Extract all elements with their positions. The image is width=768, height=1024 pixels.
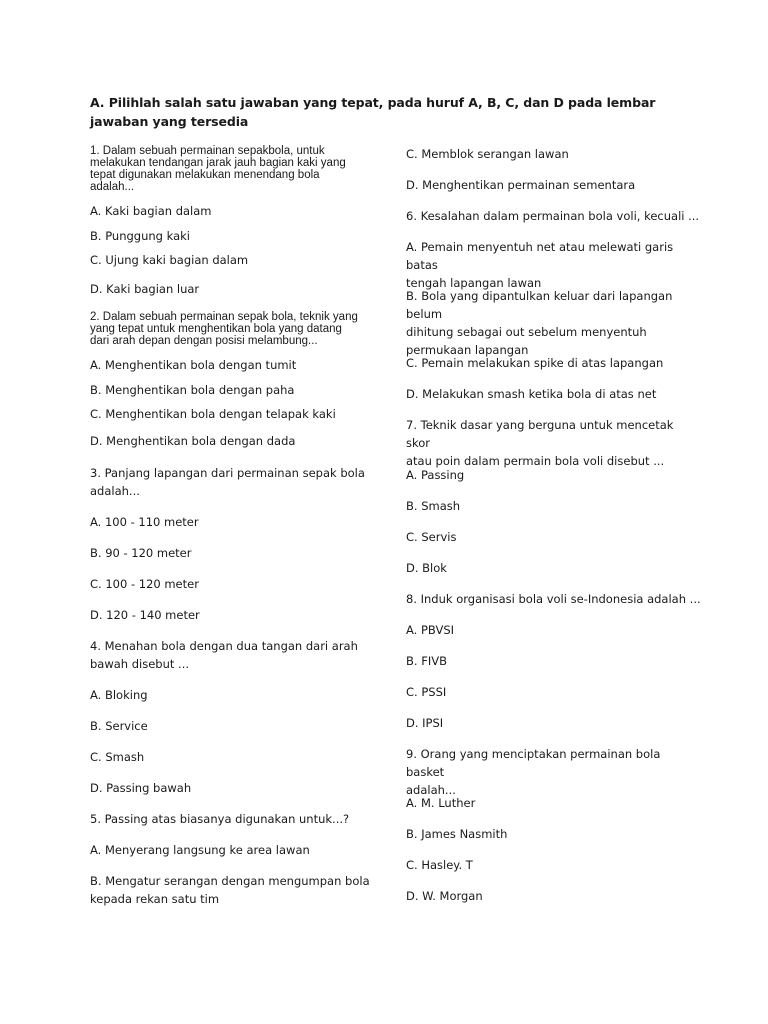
q9-option-a: A. M. Luther bbox=[406, 796, 476, 810]
q9-option-b: B. James Nasmith bbox=[406, 827, 508, 841]
question-1: 1. Dalam sebuah permainan sepakbola, untuk melakukan tendangan jarak jauh bagian kaki yang tepat digunakan melakukan menendang bola adalah... bbox=[90, 145, 346, 193]
q5-option-c: C. Memblok serangan lawan bbox=[406, 147, 569, 161]
question-7: 7. Teknik dasar yang berguna untuk mencetak skor atau poin dalam permain bola voli disebut ... bbox=[406, 418, 674, 468]
q3-option-b: B. 90 - 120 meter bbox=[90, 546, 192, 560]
q8-option-c: C. PSSI bbox=[406, 685, 447, 699]
q1-option-d: D. Kaki bagian luar bbox=[90, 282, 200, 296]
q3-option-a: A. 100 - 110 meter bbox=[90, 515, 199, 529]
q2-option-c: C. Menghentikan bola dengan telapak kaki bbox=[90, 407, 336, 421]
q7-option-a: A. Passing bbox=[406, 468, 465, 482]
q2-option-b: B. Menghentikan bola dengan paha bbox=[90, 383, 295, 397]
q7-option-d: D. Blok bbox=[406, 561, 447, 575]
q8-option-a: A. PBVSI bbox=[406, 623, 455, 637]
q4-option-d: D. Passing bawah bbox=[90, 781, 192, 795]
question-2: 2. Dalam sebuah permainan sepak bola, teknik yang yang tepat untuk menghentikan bola yang datang dari arah depan dengan posisi melambung... bbox=[90, 311, 358, 347]
q9-option-d: D. W. Morgan bbox=[406, 889, 483, 903]
q3-option-d: D. 120 - 140 meter bbox=[90, 608, 200, 622]
question-5: 5. Passing atas biasanya digunakan untuk...? bbox=[90, 812, 350, 826]
q3-option-c: C. 100 - 120 meter bbox=[90, 577, 199, 591]
question-9: 9. Orang yang menciptakan permainan bola basket adalah... bbox=[406, 747, 661, 797]
q1-option-c: C. Ujung kaki bagian dalam bbox=[90, 253, 249, 267]
q1-option-a: A. Kaki bagian dalam bbox=[90, 204, 212, 218]
question-6: 6. Kesalahan dalam permainan bola voli, kecuali ... bbox=[406, 209, 700, 223]
q9-option-c: C. Hasley. T bbox=[406, 858, 473, 872]
q2-option-d: D. Menghentikan bola dengan dada bbox=[90, 434, 296, 448]
q6-option-b: B. Bola yang dipantulkan keluar dari lapangan belum dihitung sebagai out sebelum menyentuh permukaan lapangan bbox=[406, 289, 673, 357]
question-3: 3. Panjang lapangan dari permainan sepak bola adalah... bbox=[90, 466, 365, 498]
q6-option-c: C. Pemain melakukan spike di atas lapangan bbox=[406, 356, 664, 370]
instruction-heading: A. Pilihlah salah satu jawaban yang tepat, pada huruf A, B, C, dan D pada lembar jawaban yang tersedia bbox=[90, 95, 656, 129]
question-8: 8. Induk organisasi bola voli se-Indonesia adalah ... bbox=[406, 592, 701, 606]
q4-option-c: C. Smash bbox=[90, 750, 145, 764]
question-4: 4. Menahan bola dengan dua tangan dari arah bawah disebut ... bbox=[90, 639, 358, 671]
q6-option-d: D. Melakukan smash ketika bola di atas net bbox=[406, 387, 657, 401]
q5-option-d: D. Menghentikan permainan sementara bbox=[406, 178, 636, 192]
q5-option-a: A. Menyerang langsung ke area lawan bbox=[90, 843, 310, 857]
q6-option-a: A. Pemain menyentuh net atau melewati garis batas tengah lapangan lawan bbox=[406, 240, 674, 290]
q2-option-a: A. Menghentikan bola dengan tumit bbox=[90, 358, 297, 372]
q5-option-b: B. Mengatur serangan dengan mengumpan bola kepada rekan satu tim bbox=[90, 874, 370, 906]
q8-option-b: B. FIVB bbox=[406, 654, 447, 668]
q1-option-b: B. Punggung kaki bbox=[90, 229, 191, 243]
q4-option-a: A. Bloking bbox=[90, 688, 148, 702]
q7-option-c: C. Servis bbox=[406, 530, 457, 544]
q4-option-b: B. Service bbox=[90, 719, 148, 733]
q7-option-b: B. Smash bbox=[406, 499, 461, 513]
q8-option-d: D. IPSI bbox=[406, 716, 444, 730]
